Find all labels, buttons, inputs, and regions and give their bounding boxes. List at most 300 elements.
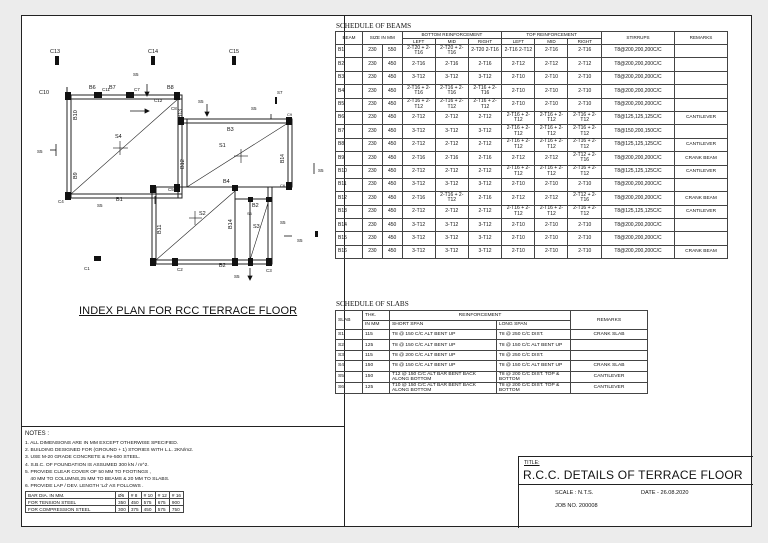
label-b8: B8 xyxy=(167,85,174,91)
label-c5: C5 xyxy=(168,187,174,192)
label-c7: C7 xyxy=(134,87,140,92)
beam-cell-tm: 2-T10 xyxy=(535,219,568,232)
beam-cell-tr: 2-T10 xyxy=(568,232,602,245)
beam-cell-bm: 2-T12 xyxy=(435,165,468,178)
col-stirrups: STIRRUPS xyxy=(602,32,675,45)
slab-cell-short: T10 @ 150 C/C ALT BAR BENT BACK ALONG BOTTOM xyxy=(390,382,497,393)
beam-cell-tr: 2-T10 xyxy=(568,71,602,84)
index-plan xyxy=(22,16,344,426)
beam-cell-beam: B7 xyxy=(336,125,363,138)
beam-cell-beam: B6 xyxy=(336,111,363,124)
column-c8 xyxy=(174,92,180,100)
beam-cell-tl: 2-T10 xyxy=(502,85,535,98)
col-bottom-right: RIGHT xyxy=(468,38,501,45)
beam-cell-br: 2-T12 xyxy=(468,111,501,124)
beam-cell-beam: B2 xyxy=(336,58,363,71)
beam-cell-d: 450 xyxy=(382,85,402,98)
table-row xyxy=(336,205,728,218)
col-size: SIZE IN MM xyxy=(363,32,403,45)
label-b12: B12 xyxy=(180,159,186,169)
beam-cell-tl: 2-T10 xyxy=(502,98,535,111)
label-b10: B10 xyxy=(73,110,79,120)
beam-cell-w: 230 xyxy=(363,205,383,218)
note-item: 1. ALL DIMENSIONS ARE IN MM EXCEPT OTHERWISE SPECIFIED. xyxy=(25,441,179,446)
table-row xyxy=(336,152,728,165)
beam-cell-tm: 2-T10 xyxy=(535,98,568,111)
col-bottom: BOTTOM REINFORCEMENT xyxy=(402,32,502,39)
slab-cell-thk: 125 xyxy=(363,340,390,350)
beam-cell-st: T8@200,200,200C/C xyxy=(602,232,675,245)
col-top-left: LEFT xyxy=(502,38,535,45)
beam-cell-tr: 2-T10 xyxy=(568,98,602,111)
beam-cell-re: CANTILEVER xyxy=(675,205,728,218)
beam-cell-tl: 2-T10 xyxy=(502,232,535,245)
col-top-mid: MID xyxy=(535,38,568,45)
beam-cell-bl: 3-T12 xyxy=(402,125,435,138)
table-row xyxy=(336,361,648,371)
column-c6 xyxy=(286,182,292,190)
col-bottom-left: LEFT xyxy=(402,38,435,45)
column-c7 xyxy=(126,92,134,98)
col-thk: THK. xyxy=(363,311,390,321)
beam-cell-re xyxy=(675,178,728,191)
table-row xyxy=(336,192,728,205)
beam-cell-st: T8@200,200,200C/C xyxy=(602,245,675,258)
drawing-scale: SCALE : N.T.S. xyxy=(555,490,594,496)
label-b7: B7 xyxy=(109,85,116,91)
beam-cell-bl: 2-T12 xyxy=(402,111,435,124)
beam-cell-tm: 2-T16 + 2-T12 xyxy=(535,205,568,218)
beam-cell-tl: 2-T12 xyxy=(502,58,535,71)
beam-cell-tm: 2-T12 xyxy=(535,58,568,71)
beam-cell-beam: B14 xyxy=(336,219,363,232)
slab-cell-slab: S5 xyxy=(336,371,363,382)
slab-cell-re xyxy=(571,350,648,360)
beam-cell-tm: 2-T10 xyxy=(535,232,568,245)
beam-cell-w: 230 xyxy=(363,178,383,191)
label-b1: B1 xyxy=(116,197,123,203)
slab-cell-long: T8 @ 150 C/C ALT BENT UP xyxy=(496,340,570,350)
label-s3: S3 xyxy=(253,224,260,230)
slab-cell-re xyxy=(571,340,648,350)
note-item: 5. PROVIDE CLEAR COVER OF 50 MM TO FOOTINGS , xyxy=(25,469,151,475)
slab-cell-slab: S1 xyxy=(336,330,363,340)
table-row xyxy=(336,45,728,58)
slab-cell-re: CRANK SLAB xyxy=(571,361,648,371)
title-block xyxy=(518,456,753,528)
beam-cell-d: 450 xyxy=(382,111,402,124)
title-label: TITLE: xyxy=(524,460,540,466)
note-item: 6. PROVIDE LAP / DEV. LENGTH 'Ld' AS FOLLOWS . xyxy=(25,484,144,490)
label-c3: C3 xyxy=(266,268,272,273)
beam-cell-st: T8@200,200,200C/C xyxy=(602,71,675,84)
beam-cell-beam: B12 xyxy=(336,192,363,205)
job-number: JOB NO. 200008 xyxy=(555,503,598,509)
beam-cell-tr: 2-T10 xyxy=(568,85,602,98)
col-slab-remarks: REMARKS xyxy=(571,311,648,330)
beam-cell-tr: 2-T10 xyxy=(568,245,602,258)
label-b6: B6 xyxy=(89,85,96,91)
beam-cell-w: 230 xyxy=(363,219,383,232)
beam-cell-bm: 3-T12 xyxy=(435,245,468,258)
beam-cell-tr: 2-T16 + 2-T12 xyxy=(568,205,602,218)
beam-cell-w: 230 xyxy=(363,125,383,138)
slab-cell-thk: 150 xyxy=(363,371,390,382)
beam-cell-w: 230 xyxy=(363,192,383,205)
beam-cell-bl: 2-T16 xyxy=(402,152,435,165)
beam-cell-bl: 2-T16 + 2-T16 xyxy=(402,85,435,98)
label-s5d: S5 xyxy=(37,149,43,154)
table-row xyxy=(336,71,728,84)
beam-cell-st: T8@125,125,125C/C xyxy=(602,205,675,218)
beam-cell-w: 230 xyxy=(363,111,383,124)
beam-cell-tr: 2-T10 xyxy=(568,219,602,232)
slab-cell-long: T8 @ 250 C/C DIST. xyxy=(496,330,570,340)
notes-section xyxy=(22,426,344,528)
lap-length-table xyxy=(25,491,184,513)
col-reinf: REINFORCEMENT xyxy=(390,311,571,321)
beam-cell-beam: B10 xyxy=(336,165,363,178)
column-c1 xyxy=(94,256,101,261)
beam-cell-re: CANTILEVER xyxy=(675,138,728,151)
beam-cell-tl: 2-T16 + 2-T12 xyxy=(502,138,535,151)
beam-cell-d: 450 xyxy=(382,232,402,245)
beam-cell-tl: 2-T12 xyxy=(502,152,535,165)
beam-cell-bm: 2-T16 + 2-T12 xyxy=(435,98,468,111)
beam-cell-d: 450 xyxy=(382,219,402,232)
label-b11: B11 xyxy=(157,224,163,234)
column-c3 xyxy=(266,258,272,266)
beam-cell-bl: 2-T12 xyxy=(402,165,435,178)
label-s2: S2 xyxy=(199,211,206,217)
note-item: 2. BUILDING DESIGNED FOR (GROUND + 1) STORIES WITH L.L. 2KN/m2. xyxy=(25,448,194,454)
column-c13 xyxy=(55,56,59,65)
slab-cell-re: CANTILEVER xyxy=(571,371,648,382)
beam-cell-bm: 2-T12 xyxy=(435,138,468,151)
beam-cell-tr: 2-T16 xyxy=(568,45,602,58)
beam-cell-tr: 2-T16 + 2-T12 xyxy=(568,125,602,138)
beam-cell-tr: 2-T16 + 2-T12 xyxy=(568,138,602,151)
notes-title: NOTES : xyxy=(25,431,50,437)
beam-cell-br: 2-T16 + 2-T16 xyxy=(468,85,501,98)
beam-cell-beam: B13 xyxy=(336,205,363,218)
beam-cell-st: T8@200,200,200C/C xyxy=(602,192,675,205)
beam-cell-tl: 2-T16 + 2-T12 xyxy=(502,205,535,218)
column-c14 xyxy=(151,56,155,65)
beam-cell-tm: 2-T16 + 2-T12 xyxy=(535,125,568,138)
beam-cell-br: 3-T12 xyxy=(468,178,501,191)
table-row xyxy=(336,165,728,178)
beam-cell-bm: 3-T12 xyxy=(435,219,468,232)
beam-cell-br: 3-T12 xyxy=(468,245,501,258)
beam-schedule-title: SCHEDULE OF BEAMS xyxy=(336,22,412,30)
beam-cell-beam: B3 xyxy=(336,71,363,84)
beam-cell-tm: 2-T16 xyxy=(535,45,568,58)
beam-cell-tl: 2-T10 xyxy=(502,245,535,258)
beam-cell-st: T8@125,125,125C/C xyxy=(602,165,675,178)
beam-cell-tm: 2-T10 xyxy=(535,71,568,84)
note-item: 4. S.B.C. OF FOUNDATION IS ASSUMED 300 kN / m^2. xyxy=(25,462,149,468)
beam-cell-bm: 3-T12 xyxy=(435,232,468,245)
beam-cell-d: 450 xyxy=(382,192,402,205)
slab-cell-slab: S2 xyxy=(336,340,363,350)
beam-cell-w: 230 xyxy=(363,58,383,71)
col-slab: SLAB xyxy=(336,311,363,330)
column-c4 xyxy=(65,192,71,200)
column-c5 xyxy=(174,184,180,192)
slab-cell-short: T8 @ 150 C/C ALT BENT UP xyxy=(390,361,497,371)
col-bottom-mid: MID xyxy=(435,38,468,45)
table-row xyxy=(336,85,728,98)
label-c14: C14 xyxy=(148,49,159,55)
label-b13: B13 xyxy=(178,109,184,118)
beam-cell-st: T8@200,200,200C/C xyxy=(602,219,675,232)
table-row xyxy=(336,219,728,232)
beam-cell-tm: 2-T12 xyxy=(535,152,568,165)
beam-cell-d: 450 xyxy=(382,165,402,178)
beam-cell-bl: 2-T12 xyxy=(402,138,435,151)
beam-cell-re: CRANK BEAM xyxy=(675,245,728,258)
beam-cell-br: 2-T16 + 2-T12 xyxy=(468,98,501,111)
label-c4: C4 xyxy=(58,199,64,204)
beam-cell-beam: B9 xyxy=(336,152,363,165)
column-c10 xyxy=(65,92,71,100)
beam-cell-st: T8@125,125,125C/C xyxy=(602,138,675,151)
slab-cell-thk: 115 xyxy=(363,350,390,360)
beam-cell-re xyxy=(675,45,728,58)
beam-cell-tl: 2-T16 2-T12 xyxy=(502,45,535,58)
label-s7: S7 xyxy=(277,90,283,95)
beam-cell-bl: 2-T16 xyxy=(402,192,435,205)
col-long: LONG SPAN xyxy=(496,320,570,330)
beam-cell-beam: B5 xyxy=(336,98,363,111)
beam-cell-br: 3-T12 xyxy=(468,71,501,84)
label-c11: C11 xyxy=(102,87,110,92)
beam-cell-tm: 2-T10 xyxy=(535,85,568,98)
beam-cell-st: T8@200,200,200C/C xyxy=(602,152,675,165)
beam-cell-bm: 3-T12 xyxy=(435,178,468,191)
beam-cell-beam: B15 xyxy=(336,232,363,245)
column-c11 xyxy=(94,92,102,98)
beam-cell-d: 450 xyxy=(382,245,402,258)
beam-cell-tr: 2-T12 + 2-T16 xyxy=(568,152,602,165)
table-row xyxy=(336,111,728,124)
beam-cell-tl: 2-T10 xyxy=(502,71,535,84)
beam-cell-bl: 3-T12 xyxy=(402,232,435,245)
label-b14: B14 xyxy=(280,154,286,163)
beam-cell-w: 230 xyxy=(363,85,383,98)
label-s5e: S5 xyxy=(318,168,324,173)
beam-cell-br: 2-T20 2-T16 xyxy=(468,45,501,58)
beam-cell-w: 230 xyxy=(363,232,383,245)
note-item: 40 MM TO COLUMNS,25 MM TO BEAMS & 20 MM TO SLABS. xyxy=(25,477,170,483)
beam-cell-tl: 2-T10 xyxy=(502,219,535,232)
table-row xyxy=(336,382,648,393)
table-row xyxy=(336,178,728,191)
beam-cell-re: CANTILEVER xyxy=(675,111,728,124)
label-s5i: S5 xyxy=(297,238,303,243)
beam-cell-w: 230 xyxy=(363,165,383,178)
label-s5f: S5 xyxy=(97,203,103,208)
beam-cell-re xyxy=(675,232,728,245)
label-c1: C1 xyxy=(84,266,90,271)
slab-cell-long: T8 @ 150 C/C ALT BENT UP xyxy=(496,361,570,371)
beam-cell-bl: 3-T12 xyxy=(402,71,435,84)
beam-cell-br: 3-T12 xyxy=(468,219,501,232)
beam-cell-d: 450 xyxy=(382,125,402,138)
beam-cell-br: 2-T16 xyxy=(468,192,501,205)
label-s5b: S5 xyxy=(198,99,204,104)
beam-cell-tl: 2-T12 xyxy=(502,192,535,205)
beam-schedule-table xyxy=(335,31,728,259)
slab-cell-long: T8 @ 200 C/C DIST. TOP & BOTTOM xyxy=(496,371,570,382)
table-row xyxy=(336,371,648,382)
label-s5h: S5 xyxy=(234,274,240,279)
beam-cell-bl: 3-T12 xyxy=(402,178,435,191)
beam-cell-br: 3-T12 xyxy=(468,125,501,138)
beam-cell-bm: 2-T16 xyxy=(435,58,468,71)
beam-cell-tr: 2-T10 xyxy=(568,178,602,191)
beam-cell-bm: 2-T16 + 2-T12 xyxy=(435,192,468,205)
beam-cell-tm: 2-T10 xyxy=(535,178,568,191)
table-row xyxy=(336,232,728,245)
table-row xyxy=(336,350,648,360)
beam-cell-bm: 2-T20 + 2-T16 xyxy=(435,45,468,58)
table-row xyxy=(336,138,728,151)
beam-cell-tl: 2-T16 + 2-T12 xyxy=(502,111,535,124)
slab-cell-short: T12 @ 150 C/C ALT BAR BENT BACK ALONG BOTTOM xyxy=(390,371,497,382)
beam-cell-tm: 2-T10 xyxy=(535,245,568,258)
beam-cell-bm: 3-T12 xyxy=(435,125,468,138)
col-short: SHORT SPAN xyxy=(390,320,497,330)
beam-cell-tr: 2-T12 + 2-T16 xyxy=(568,192,602,205)
beam-cell-bl: 2-T16 xyxy=(402,58,435,71)
column-c2 xyxy=(172,258,178,266)
beam-cell-re xyxy=(675,98,728,111)
beam-cell-bl: 2-T16 + 2-T12 xyxy=(402,98,435,111)
slab-cell-thk: 125 xyxy=(363,382,390,393)
beam-cell-bm: 2-T16 + 2-T16 xyxy=(435,85,468,98)
slab-cell-re: CANTILEVER xyxy=(571,382,648,393)
beam-cell-tm: 2-T12 xyxy=(535,192,568,205)
beam-cell-tl: 2-T16 + 2-T12 xyxy=(502,165,535,178)
beam-cell-tm: 2-T16 + 2-T12 xyxy=(535,165,568,178)
label-s5g: S5 xyxy=(280,220,286,225)
label-b2b: B2 xyxy=(219,263,226,269)
slab-cell-re: CRANK SLAB xyxy=(571,330,648,340)
beam-cell-tl: 2-T10 xyxy=(502,178,535,191)
beam-cell-beam: B1 xyxy=(336,45,363,58)
beam-cell-bl: 2-T12 xyxy=(402,205,435,218)
label-c2: C2 xyxy=(177,267,183,272)
slab-cell-long: T8 @ 200 C/C DIST. TOP & BOTTOM xyxy=(496,382,570,393)
label-b4: B4 xyxy=(223,179,230,185)
slab-cell-long: T8 @ 250 C/C DIST. xyxy=(496,350,570,360)
beam-cell-bl: 3-T12 xyxy=(402,219,435,232)
beam-cell-tm: 2-T16 + 2-T12 xyxy=(535,111,568,124)
beam-cell-w: 230 xyxy=(363,71,383,84)
table-row: FOR TENSION STEEL 350 450 575 675 900 xyxy=(26,499,184,506)
label-s6: S6 xyxy=(247,211,252,216)
beam-cell-d: 450 xyxy=(382,178,402,191)
beam-cell-br: 2-T16 xyxy=(468,58,501,71)
label-b14b: B14 xyxy=(228,219,234,229)
col-top-right: RIGHT xyxy=(568,38,602,45)
beam-cell-br: 3-T12 xyxy=(468,232,501,245)
column-c9 xyxy=(286,117,292,125)
col-beam: BEAM xyxy=(336,32,363,45)
table-row: BAR DIA. IN MM. Ø6 # 8 # 10 # 12 # 16 xyxy=(26,492,184,499)
label-s4: S4 xyxy=(115,134,122,140)
beam-cell-beam: B11 xyxy=(336,178,363,191)
label-s5a: S5 xyxy=(133,72,139,77)
label-c12: C12 xyxy=(154,98,163,103)
beam-cell-re: CRANK BEAM xyxy=(675,192,728,205)
col-thk-unit: IN MM xyxy=(363,320,390,330)
beam-cell-re xyxy=(675,85,728,98)
slab-cell-short: T8 @ 200 C/C ALT BENT UP xyxy=(390,350,497,360)
col-top: TOP REINFORCEMENT xyxy=(502,32,602,39)
beam-cell-st: T8@200,200,200C/C xyxy=(602,58,675,71)
beam-cell-st: T8@200,200,200C/C xyxy=(602,178,675,191)
beam-cell-bm: 3-T12 xyxy=(435,71,468,84)
label-b3: B3 xyxy=(227,127,234,133)
label-b2: B2 xyxy=(252,203,259,209)
slab-cell-slab: S3 xyxy=(336,350,363,360)
label-c9: C9 xyxy=(287,112,293,117)
beam-cell-w: 230 xyxy=(363,152,383,165)
beam-cell-br: 2-T12 xyxy=(468,165,501,178)
table-row xyxy=(336,125,728,138)
label-b9: B9 xyxy=(73,172,79,179)
beam-cell-w: 230 xyxy=(363,98,383,111)
beam-cell-re xyxy=(675,58,728,71)
beam-cell-beam: B16 xyxy=(336,245,363,258)
beam-cell-d: 450 xyxy=(382,71,402,84)
beam-cell-w: 230 xyxy=(363,245,383,258)
beam-cell-tr: 2-T16 + 2-T12 xyxy=(568,165,602,178)
label-s5c: S5 xyxy=(251,106,257,111)
label-c6: C6 xyxy=(280,183,286,188)
slab-cell-short: T8 @ 150 C/C ALT BENT UP xyxy=(390,340,497,350)
beam-cell-tl: 2-T16 + 2-T12 xyxy=(502,125,535,138)
beam-cell-beam: B4 xyxy=(336,85,363,98)
index-plan-title: INDEX PLAN FOR RCC TERRACE FLOOR xyxy=(79,305,298,317)
beam-cell-bm: 2-T16 xyxy=(435,152,468,165)
beam-cell-tr: 2-T16 + 2-T12 xyxy=(568,111,602,124)
beam-cell-br: 2-T12 xyxy=(468,205,501,218)
beam-cell-d: 450 xyxy=(382,152,402,165)
beam-cell-re: CANTILEVER xyxy=(675,165,728,178)
label-c10: C10 xyxy=(39,90,50,96)
table-row xyxy=(336,330,648,340)
label-s1: S1 xyxy=(219,143,226,149)
beam-cell-re xyxy=(675,219,728,232)
beam-cell-beam: B8 xyxy=(336,138,363,151)
beam-cell-tm: 2-T16 + 2-T12 xyxy=(535,138,568,151)
drawing-date: DATE - 26.08.2020 xyxy=(641,490,689,496)
table-row xyxy=(336,340,648,350)
beam-cell-re xyxy=(675,125,728,138)
column-c15 xyxy=(232,56,236,65)
beam-cell-bm: 2-T12 xyxy=(435,205,468,218)
slab-schedule-title: SCHEDULE OF SLABS xyxy=(336,300,409,308)
beam-cell-st: T8@125,125,125C/C xyxy=(602,111,675,124)
beam-cell-d: 450 xyxy=(382,58,402,71)
beam-cell-d: 450 xyxy=(382,138,402,151)
table-row xyxy=(336,245,728,258)
slab-cell-slab: S6 xyxy=(336,382,363,393)
